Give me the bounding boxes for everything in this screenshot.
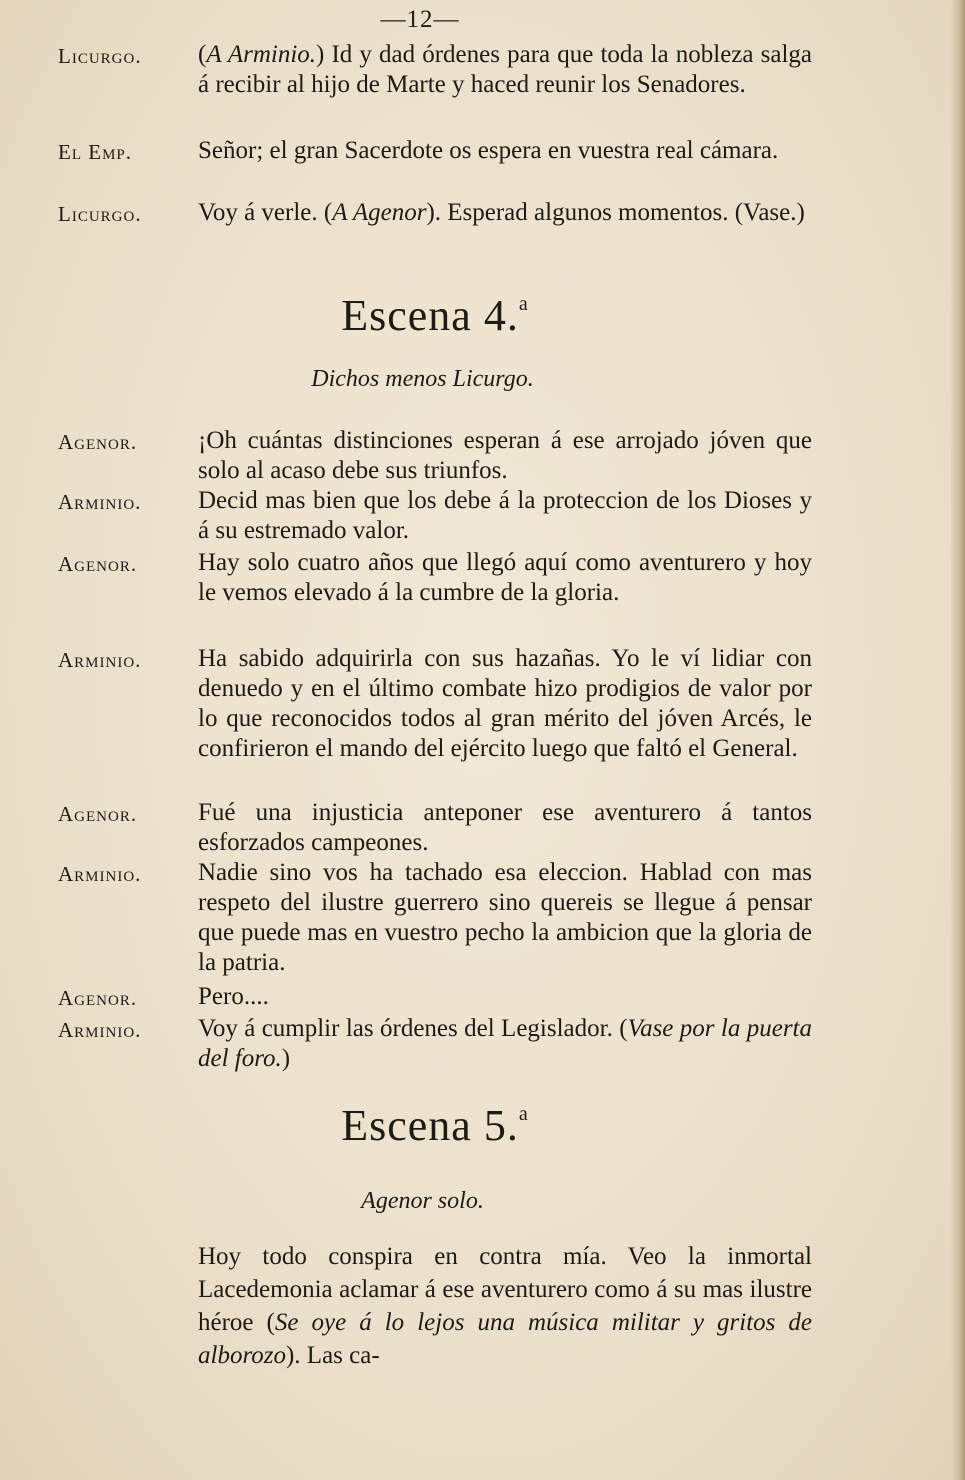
speech-text: Voy á verle. (A Agenor). Esperad algunos momentos. (Vase.): [198, 199, 805, 226]
speech-text: Nadie sino vos ha tachado esa eleccion. Hablad con mas respeto del ilustre guerrero sino quereis se llegue á pensar que puede mas en vuestro pecho la ambicion que la gloria de la patria.: [198, 859, 812, 976]
page-edge: [951, 0, 965, 1480]
speaker-name: Arminio.: [58, 648, 142, 672]
speech-text: Hay solo cuatro años que llegó aquí como aventurero y hoy le vemos elevado á la cumbre de la gloria.: [198, 549, 812, 606]
speaker-name: Licurgo.: [58, 202, 142, 226]
scene-heading: Escena 4.$^a$: [341, 291, 529, 340]
speaker-name: El Emp.: [58, 140, 132, 164]
speech-text: Decid mas bien que los debe á la proteccion de los Dioses y á su estremado valor.: [198, 487, 812, 544]
speaker-name: Agenor.: [58, 430, 138, 454]
speaker-name: Agenor.: [58, 552, 138, 576]
speaker-name: Arminio.: [58, 862, 142, 886]
speech-text: Señor; el gran Sacerdote os espera en vuestra real cámara.: [198, 137, 779, 164]
speech-text: ¡Oh cuántas distinciones esperan á ese arrojado jóven que solo al acaso debe sus triunfos.: [198, 427, 812, 484]
speaker-name: Arminio.: [58, 1018, 142, 1042]
speech-text: Fué una injusticia anteponer ese aventurero á tantos esforzados campeones.: [198, 799, 812, 856]
speech-text: Voy á cumplir las órdenes del Legislador. (Vase por la puerta del foro.): [198, 1015, 812, 1072]
speech-text: (A Arminio.) Id y dad órdenes para que toda la nobleza salga á recibir al hijo de Marte y haced reunir los Senadores.: [198, 41, 812, 98]
scene-heading: Escena 5.$^a$: [341, 1101, 529, 1150]
speaker-name: Arminio.: [58, 490, 142, 514]
scene-direction: Agenor solo.: [361, 1188, 484, 1214]
speaker-name: Licurgo.: [58, 44, 142, 68]
speech-text: Pero....: [198, 983, 269, 1010]
speaker-name: Agenor.: [58, 802, 138, 826]
speech-text: Ha sabido adquirirla con sus hazañas. Yo le ví lidiar con denuedo y en el último combate hizo prodigios de valor por lo que reconocidos todos al gran mérito del jóven Arcés, le confirieron el mando del ejército luego que faltó el General.: [198, 645, 812, 762]
speaker-name: Agenor.: [58, 986, 138, 1010]
monologue-text: Hoy todo conspira en contra mía. Veo la inmortal Lacedemonia aclamar á ese aventurero como á su mas ilustre héroe (Se oye á lo lejos una música militar y gritos de alborozo). Las ca-: [198, 1243, 813, 1369]
page-number: —12—: [380, 6, 460, 33]
scene-direction: Dichos menos Licurgo.: [311, 366, 534, 392]
